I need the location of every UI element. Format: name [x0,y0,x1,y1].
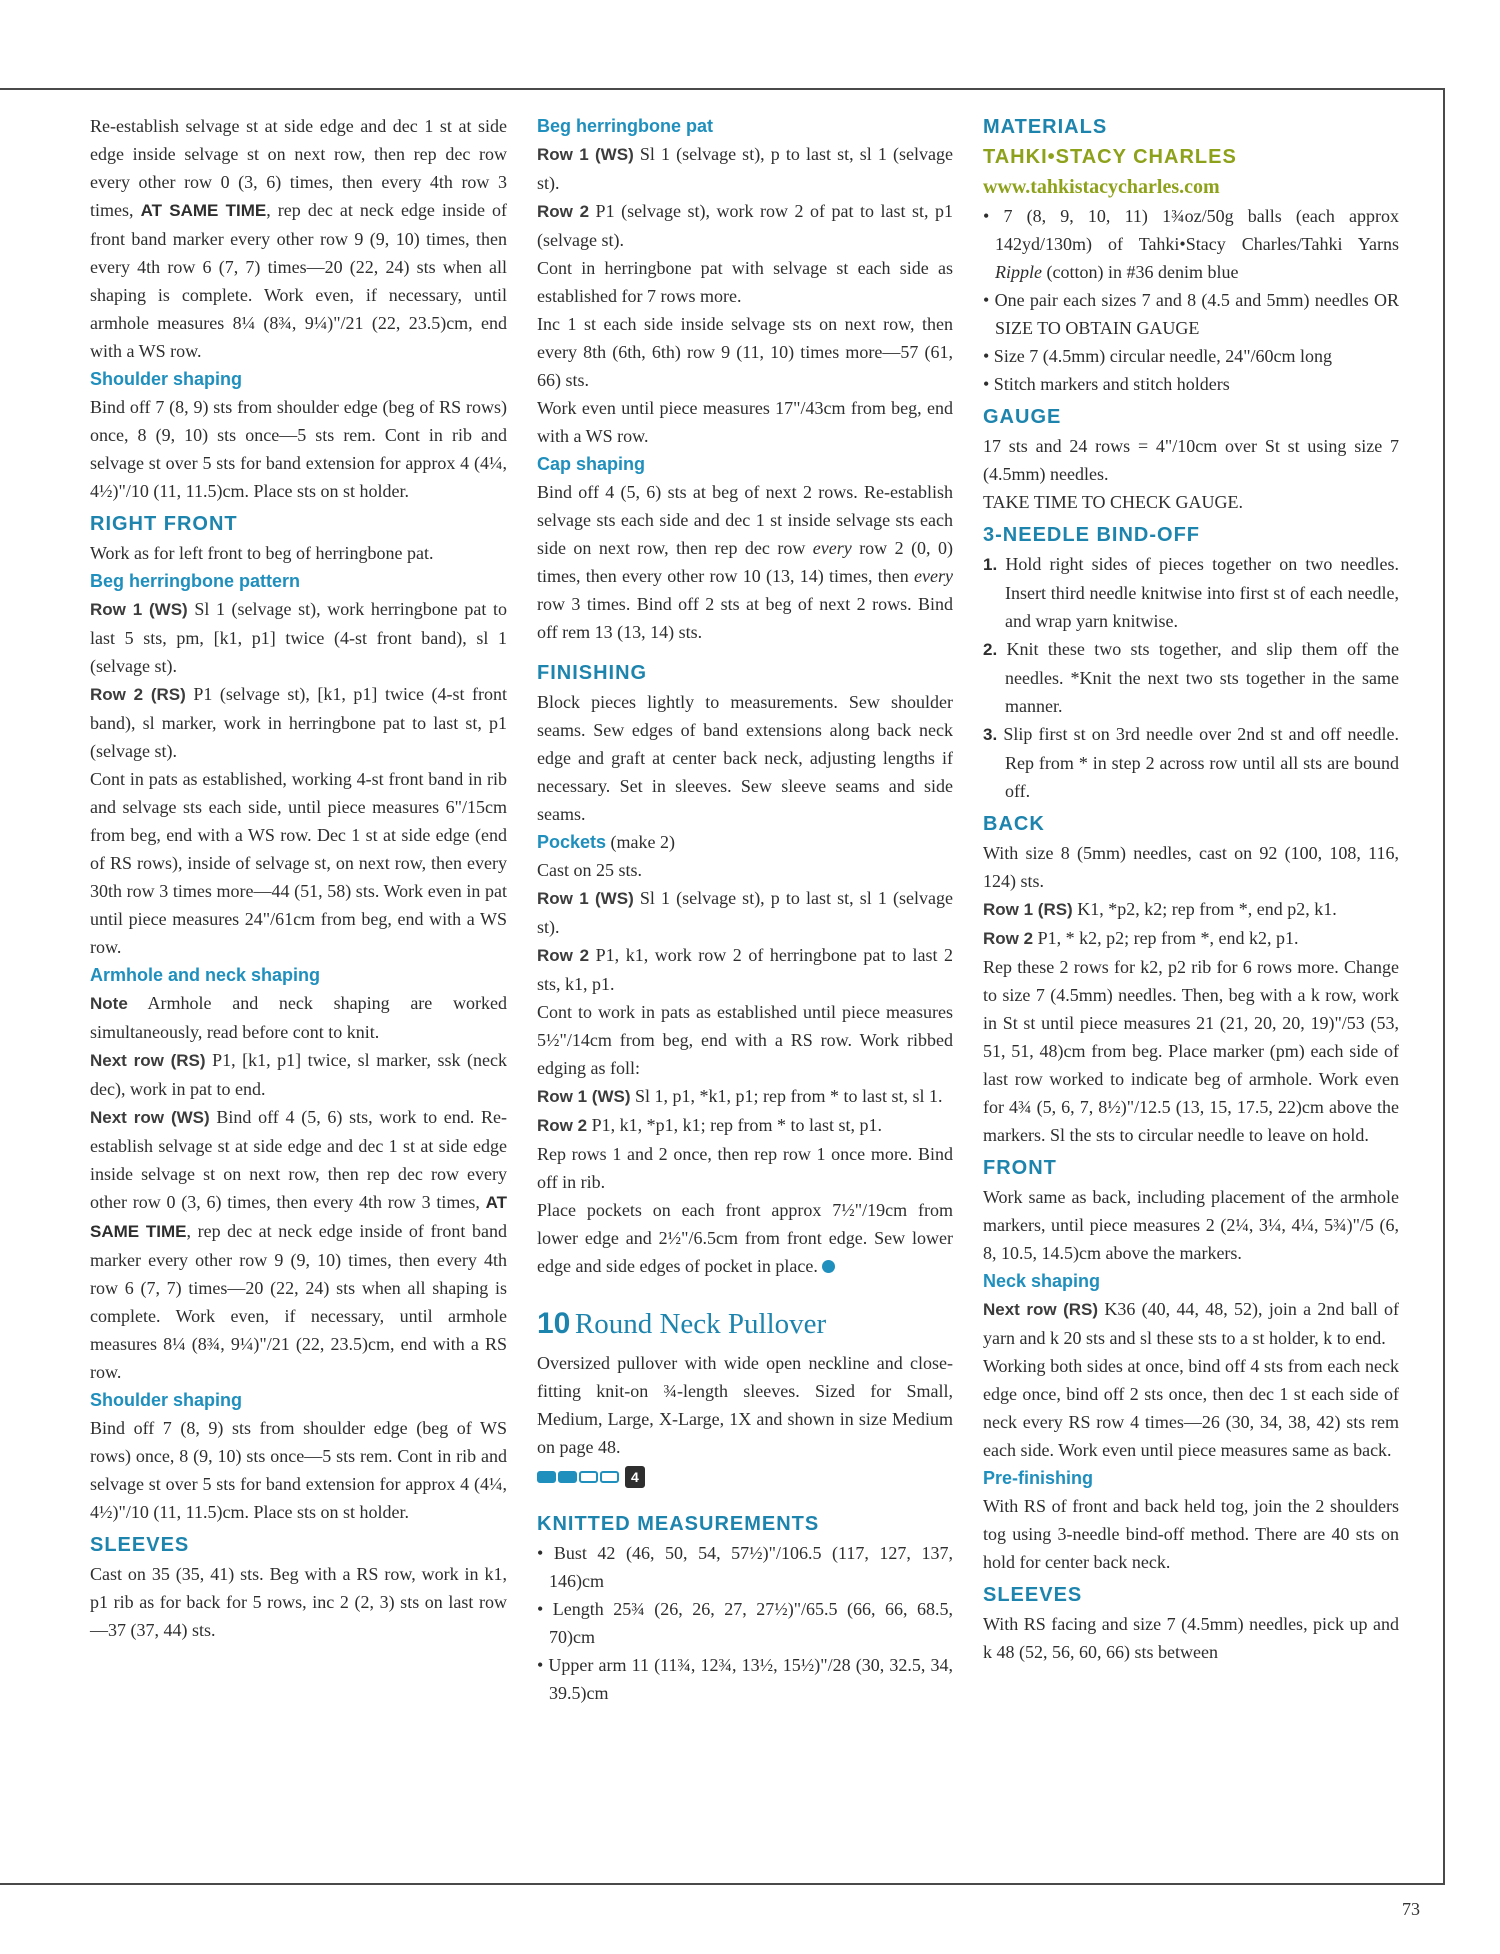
subheading-armhole-neck: Armhole and neck shaping [90,965,321,985]
end-dot-icon [822,1260,835,1273]
list-item: • Size 7 (4.5mm) circular needle, 24"/60cm long [983,346,1333,366]
paragraph: Cont to work in pats as established until piece measures 5½"/14cm from beg, end with a RS row. Work ribbed edging as foll: [537,1002,953,1078]
skill-bar-filled-icon [558,1471,577,1483]
bottom-border-rule [0,1883,1445,1885]
pockets-heading: Pockets (make 2) [537,832,676,852]
paragraph: Bind off 4 (5, 6) sts at beg of next 2 rows. Re-establish selvage sts each side and dec 1 st inside selvage sts each side on next row, then rep dec row every row 2 (0, 0) times, then every other row 10 (13, 14) times, then every row 3 times. Bind off 2 sts at beg of next 2 rows. Bind off rem 13 (13, 14) sts. [537,482,953,642]
numbered-step: 2. Knit these two sts together, and slip them off the needles. *Knit the next two sts together in the same manner. [983,639,1399,716]
paragraph: Work same as back, including placement of the armhole markers, until piece measures 2 (2¼, 3¼, 4¼, 5¾)"/5 (6, 8, 10.5, 14.5)cm above the markers. [983,1187,1399,1263]
subheading-cap-shaping: Cap shaping [537,454,646,474]
section-heading-sleeves: SLEEVES [90,1534,190,1556]
row-instruction: Row 2 P1, * k2, p2; rep from *, end k2, p1. [983,928,1299,948]
row-instruction: Row 1 (RS) K1, *p2, k2; rep from *, end p2, k1. [983,899,1337,919]
section-heading-sleeves: SLEEVES [983,1584,1083,1606]
paragraph: Bind off 7 (8, 9) sts from shoulder edge (beg of WS rows) once, 8 (9, 10) sts once—5 sts rem. Cont in rib and selvage st over 5 sts for band extension for approx 4 (4¼, 4½)"/10 (11, 11.5)cm. Place sts on st holder. [90,1418,507,1522]
subheading-shoulder-shaping: Shoulder shaping [90,1390,243,1410]
row-instruction: Row 2 P1, k1, work row 2 of herringbone pat to last 2 sts, k1, p1. [537,945,953,994]
subheading-neck-shaping: Neck shaping [983,1271,1101,1291]
section-heading-back: BACK [983,813,1045,835]
paragraph: 17 sts and 24 rows = 4"/10cm over St st using size 7 (4.5mm) needles. [983,436,1399,484]
brand-website: www.tahkistacycharles.com [983,176,1220,198]
paragraph: Place pockets on each front approx 7½"/19cm from lower edge and 2½"/6.5cm from front edge. Sew lower edge and side edges of pocket in place. [537,1200,953,1276]
paragraph: With RS facing and size 7 (4.5mm) needles, pick up and k 48 (52, 56, 60, 66) sts between [983,1614,1399,1662]
numbered-step: 3. Slip first st on 3rd needle over 2nd st and off needle. Rep from * in step 2 across row until all sts are bound off. [983,724,1399,801]
list-item: • One pair each sizes 7 and 8 (4.5 and 5mm) needles OR SIZE TO OBTAIN GAUGE [983,290,1399,338]
right-border-rule [1443,88,1445,1885]
row-instruction: Next row (WS) Bind off 4 (5, 6) sts, work to end. Re-establish selvage st at side edge and dec 1 st at side edge inside selvage st on next row, then rep dec row every other row 0 (3, 6) times, then every 4th row 3 times, AT SAME TIME, rep dec at neck edge inside of front band marker every other row 9 (9, 10) times, then every 4th row 6 (7, 7) times—20 (22, 24) sts when all shaping is complete. Work even, if necessary, until armhole measures 8¼ (8¾, 9¼)"/21 (22, 23.5)cm, end with a RS row. [90,1107,507,1382]
paragraph: With size 8 (5mm) needles, cast on 92 (100, 108, 116, 124) sts. [983,843,1399,891]
subheading-shoulder-shaping: Shoulder shaping [90,369,243,389]
paragraph: Work even until piece measures 17"/43cm from beg, end with a WS row. [537,398,953,446]
paragraph: Inc 1 st each side inside selvage sts on next row, then every 8th (6th, 6th) row 9 (11, 10) times more—57 (61, 66) sts. [537,314,953,390]
paragraph: Rep rows 1 and 2 once, then rep row 1 once more. Bind off in rib. [537,1144,953,1192]
row-instruction: Row 2 (RS) P1 (selvage st), [k1, p1] twice (4-st front band), sl marker, work in herringbone pat to last st, p1 (selvage st). [90,684,507,761]
skill-bar-filled-icon [537,1471,556,1483]
pattern-title: 10 Round Neck Pullover [537,1307,827,1340]
list-item: • Upper arm 11 (11¾, 12¾, 13½, 15½)"/28 (30, 32.5, 34, 39.5)cm [537,1655,953,1703]
skill-bar-empty-icon [600,1471,619,1483]
section-heading-gauge: GAUGE [983,406,1062,428]
yarn-brand: TAHKI•STACY CHARLES [983,146,1237,168]
paragraph: Work as for left front to beg of herringbone pat. [90,543,434,563]
paragraph: Rep these 2 rows for k2, p2 rib for 6 rows more. Change to size 7 (4.5mm) needles. Then, beg with a k row, work in St st until piece measures 21 (21, 20, 20, 19)"/53 (53, 51, 51, 48)cm from beg. Place marker (pm) each side of last row worked to indicate beg of armhole. Work even for 4¾ (5, 6, 7, 8½)"/12.5 (13, 15, 17.5, 22)cm above the markers. Sl the sts to circular needle to leave on hold. [983,957,1399,1145]
section-heading-knitted-measurements: KNITTED MEASUREMENTS [537,1513,820,1535]
paragraph: Cont in pats as established, working 4-st front band in rib and selvage sts each side, until piece measures 6"/15cm from beg, end with a WS row. Dec 1 st at side edge (end of RS rows), inside of selvage st, on next row, then every 30th row 3 times more—44 (51, 58) sts. Work even in pat until piece measures 24"/61cm from beg, end with a WS row. [90,769,507,957]
list-item: • Bust 42 (46, 50, 54, 57½)"/106.5 (117, 127, 137, 146)cm [537,1543,953,1591]
row-instruction: Row 2 P1, k1, *p1, k1; rep from * to last st, p1. [537,1115,883,1135]
section-heading-materials: MATERIALS [983,116,1108,138]
top-border-rule [0,88,1445,90]
row-instruction: Next row (RS) K36 (40, 44, 48, 52), join a 2nd ball of yarn and k 20 sts and sl these sts to a st holder, k to end. [983,1299,1399,1348]
paragraph: TAKE TIME TO CHECK GAUGE. [983,492,1244,512]
paragraph: Working both sides at once, bind off 4 sts from each neck edge once, bind off 2 sts once, then dec 1 st each side of neck every RS row 4 times—26 (30, 34, 38, 42) sts rem each side. Work even until piece measures same as back. [983,1356,1399,1460]
column-right [983,112,1399,1666]
pattern-description: Oversized pullover with wide open neckline and close-fitting knit-on ¾-length sleeves. Sized for Small, Medium, Large, X-Large, 1X and shown in size Medium on page 48. [537,1353,953,1457]
section-heading-3-needle-bind-off: 3-NEEDLE BIND-OFF [983,524,1200,546]
page-number: 73 [1402,1899,1420,1919]
numbered-step: 1. Hold right sides of pieces together on two needles. Insert third needle knitwise into first st of each needle, and wrap yarn knitwise. [983,554,1399,631]
column-left [90,112,507,1644]
row-instruction: Row 1 (WS) Sl 1 (selvage st), p to last st, sl 1 (selvage st). [537,144,953,193]
skill-level-badge: 4 [625,1466,645,1488]
paragraph: Re-establish selvage st at side edge and dec 1 st at side edge inside selvage st on next row, then rep dec row every other row 0 (3, 6) times, then every 4th row 3 times, AT SAME TIME, rep dec at neck edge inside of front band marker every other row 9 (9, 10) times, then every 4th row 6 (7, 7) times—20 (22, 24) sts when all shaping is complete. Work even, if necessary, until armhole measures 8¼ (8¾, 9¼)"/21 (22, 23.5)cm, end with a WS row. [90,116,508,361]
note: Note Armhole and neck shaping are worked simultaneously, read before cont to knit. [90,993,507,1042]
paragraph: Cast on 25 sts. [537,860,643,880]
list-item: • 7 (8, 9, 10, 11) 1¾oz/50g balls (each approx 142yd/130m) of Tahki•Stacy Charles/Tahki Yarns Ripple (cotton) in #36 denim blue [983,206,1399,282]
paragraph: Block pieces lightly to measurements. Sew shoulder seams. Sew edges of band extensions along back neck edge and graft at center back neck, adjusting lengths if necessary. Set in sleeves. Sew sleeve seams and side seams. [537,692,953,824]
list-item: • Stitch markers and stitch holders [983,374,1230,394]
row-instruction: Next row (RS) P1, [k1, p1] twice, sl marker, ssk (neck dec), work in pat to end. [90,1050,507,1099]
section-heading-right-front: RIGHT FRONT [90,513,238,535]
column-middle [537,112,953,1707]
row-instruction: Row 1 (WS) Sl 1 (selvage st), p to last st, sl 1 (selvage st). [537,888,953,937]
section-heading-finishing: FINISHING [537,662,648,684]
list-item: • Length 25¾ (26, 26, 27, 27½)"/65.5 (66, 66, 68.5, 70)cm [537,1599,953,1647]
row-instruction: Row 2 P1 (selvage st), work row 2 of pat to last st, p1 (selvage st). [537,201,954,250]
paragraph: Cast on 35 (35, 41) sts. Beg with a RS row, work in k1, p1 rib as for back for 5 rows, inc 2 (2, 3) sts on last row—37 (37, 44) sts. [90,1564,507,1640]
paragraph: With RS of front and back held tog, join the 2 shoulders tog using 3-needle bind-off method. There are 40 sts on hold for center back neck. [983,1496,1399,1572]
row-instruction: Row 1 (WS) Sl 1, p1, *k1, p1; rep from * to last st, sl 1. [537,1086,943,1106]
row-instruction: Row 1 (WS) Sl 1 (selvage st), work herringbone pat to last 5 sts, pm, [k1, p1] twice (4-st front band), sl 1 (selvage st). [90,599,508,676]
subheading-beg-herringbone-pat: Beg herringbone pat [537,116,714,136]
paragraph: Cont in herringbone pat with selvage st each side as established for 7 rows more. [537,258,953,306]
section-heading-front: FRONT [983,1157,1057,1179]
skill-level-indicator [537,1467,953,1487]
subheading-beg-herringbone: Beg herringbone pattern [90,571,301,591]
paragraph: Bind off 7 (8, 9) sts from shoulder edge (beg of RS rows) once, 8 (9, 10) sts once—5 sts rem. Cont in rib and selvage st over 5 sts for band extension for approx 4 (4¼, 4½)"/10 (11, 11.5)cm. Place sts on st holder. [90,397,507,501]
subheading-pre-finishing: Pre-finishing [983,1468,1094,1488]
skill-bar-empty-icon [579,1471,598,1483]
